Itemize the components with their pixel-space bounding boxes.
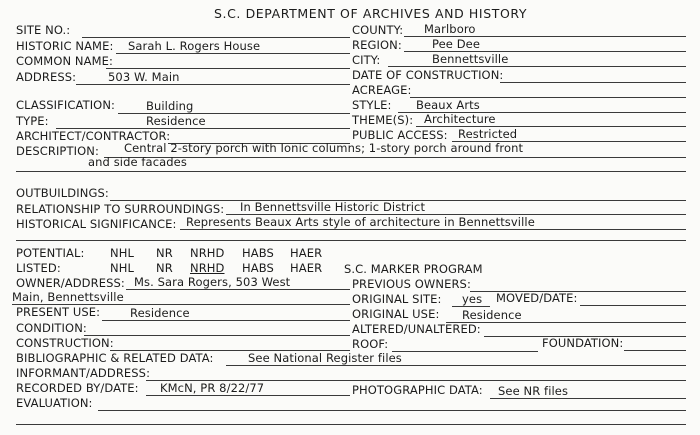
significance-line xyxy=(180,229,686,230)
significance-value: Represents Beaux Arts style of architecture in Bennettsville xyxy=(186,215,535,229)
city-value: Bennettsville xyxy=(432,52,509,66)
region-value: Pee Dee xyxy=(432,37,481,51)
altered-label: ALTERED/UNALTERED: xyxy=(352,322,481,336)
common-name-label: COMMON NAME: xyxy=(16,54,113,68)
date-of-construction-label: DATE OF CONSTRUCTION: xyxy=(352,68,504,82)
themes-value: Architecture xyxy=(424,112,496,126)
city-line xyxy=(388,66,686,67)
potential-haer: HAER xyxy=(290,246,323,260)
informant-label: INFORMANT/ADDRESS: xyxy=(16,366,151,380)
significance-label: HISTORICAL SIGNIFICANCE: xyxy=(16,217,177,231)
present-use-line xyxy=(102,320,350,321)
listed-haer: HAER xyxy=(290,261,323,275)
moved-date-line xyxy=(580,305,686,306)
description-rule-2 xyxy=(16,171,686,172)
site-no-label: SITE NO.: xyxy=(16,23,71,37)
roof-label: ROOF: xyxy=(352,337,389,351)
form-title: S.C. DEPARTMENT OF ARCHIVES AND HISTORY xyxy=(214,6,528,21)
architect-label: ARCHITECT/CONTRACTOR: xyxy=(16,129,171,143)
classification-value: Building xyxy=(146,99,194,113)
listed-label: LISTED: xyxy=(16,261,61,275)
relationship-label: RELATIONSHIP TO SURROUNDINGS: xyxy=(16,202,225,216)
type-value: Residence xyxy=(146,114,206,128)
listed-habs: HABS xyxy=(242,261,274,275)
construction-label: CONSTRUCTION: xyxy=(16,336,114,350)
bibliographic-line xyxy=(226,365,686,366)
owner-value-2: Main, Bennettsville xyxy=(12,290,124,304)
recorded-line xyxy=(146,395,350,396)
potential-nhl: NHL xyxy=(110,246,134,260)
recorded-label: RECORDED BY/DATE: xyxy=(16,381,139,395)
potential-habs: HABS xyxy=(242,246,274,260)
potential-nrhd: NRHD xyxy=(190,246,225,260)
original-use-label: ORIGINAL USE: xyxy=(352,307,440,321)
evaluation-label: EVALUATION: xyxy=(16,396,93,410)
type-label: TYPE: xyxy=(16,114,49,128)
listed-nr: NR xyxy=(156,261,173,275)
date-of-construction-line xyxy=(500,82,686,83)
potential-nr: NR xyxy=(156,246,173,260)
description-rule-1 xyxy=(104,157,686,158)
owner-label: OWNER/ADDRESS: xyxy=(16,276,125,290)
condition-label: CONDITION: xyxy=(16,321,87,335)
photographic-value: See NR files xyxy=(498,384,569,398)
historic-name-label: HISTORIC NAME: xyxy=(16,39,114,53)
historic-name-line xyxy=(116,53,350,54)
foundation-label: FOUNDATION: xyxy=(542,336,624,350)
original-use-line xyxy=(446,322,686,323)
original-site-value: yes xyxy=(462,292,483,306)
present-use-value: Residence xyxy=(130,306,190,320)
address-label: ADDRESS: xyxy=(16,70,77,84)
common-name-line xyxy=(106,68,350,69)
previous-owners-label: PREVIOUS OWNERS: xyxy=(352,277,471,291)
original-site-line xyxy=(452,306,490,307)
acreage-label: ACREAGE: xyxy=(352,83,412,97)
address-line xyxy=(76,84,350,85)
photographic-label: PHOTOGRAPHIC DATA: xyxy=(352,383,483,397)
description-label: DESCRIPTION: xyxy=(16,144,99,158)
public-access-value: Restricted xyxy=(458,127,518,141)
city-label: CITY: xyxy=(352,53,381,67)
bibliographic-label: BIBLIOGRAPHIC & RELATED DATA: xyxy=(16,351,214,365)
themes-label: THEME(S): xyxy=(352,113,414,127)
present-use-label: PRESENT USE: xyxy=(16,305,101,319)
foundation-line xyxy=(624,350,686,351)
address-value: 503 W. Main xyxy=(108,70,180,84)
county-value: Marlboro xyxy=(424,22,476,36)
condition-line xyxy=(84,335,350,336)
style-value: Beaux Arts xyxy=(416,98,480,112)
description-line-2: and side facades xyxy=(88,155,187,169)
site-no-line xyxy=(82,37,350,38)
classification-label: CLASSIFICATION: xyxy=(16,98,116,112)
historic-name-value: Sarah L. Rogers House xyxy=(128,39,261,53)
region-label: REGION: xyxy=(352,38,402,52)
significance-line-2 xyxy=(16,240,686,241)
public-access-label: PUBLIC ACCESS: xyxy=(352,128,448,142)
recorded-value: KMcN, PR 8/22/77 xyxy=(160,381,265,395)
county-label: COUNTY: xyxy=(352,23,404,37)
moved-date-label: MOVED/DATE: xyxy=(496,291,578,305)
evaluation-line-1 xyxy=(98,410,686,411)
marker-program-label: S.C. MARKER PROGRAM xyxy=(344,262,483,276)
owner-line-1 xyxy=(126,289,350,290)
outbuildings-label: OUTBUILDINGS: xyxy=(16,186,109,200)
original-use-value: Residence xyxy=(462,308,522,322)
description-line-1: Central 2-story porch with Ionic columns; 1-story porch around front xyxy=(124,141,524,155)
style-label: STYLE: xyxy=(352,98,392,112)
relationship-value: In Bennettsville Historic District xyxy=(240,200,426,214)
evaluation-line-2 xyxy=(16,424,686,425)
potential-label: POTENTIAL: xyxy=(16,246,85,260)
listed-nrhd-checked: NRHD xyxy=(190,261,225,275)
themes-line xyxy=(416,126,686,127)
listed-nhl: NHL xyxy=(110,261,134,275)
photographic-line xyxy=(490,398,686,399)
bibliographic-value: See National Register files xyxy=(248,351,402,365)
original-site-label: ORIGINAL SITE: xyxy=(352,292,442,306)
owner-value-1: Ms. Sara Rogers, 503 West xyxy=(134,275,291,289)
roof-line xyxy=(392,351,538,352)
